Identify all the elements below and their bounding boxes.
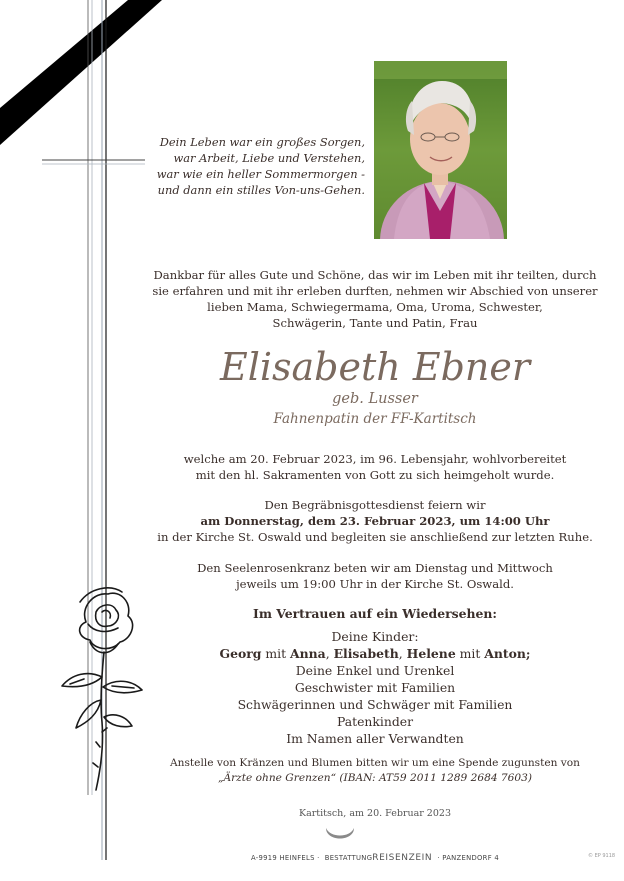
family-member: Deine Enkel und Urenkel <box>295 663 455 678</box>
portrait-photo <box>374 61 507 239</box>
rosary-line: jeweils um 19:00 Uhr in der Kirche St. Oswald. <box>236 577 514 591</box>
child-name: Helene <box>406 646 456 661</box>
child-sep: mit <box>455 646 485 661</box>
intro-line: Dankbar für alles Gute und Schöne, das wir im Leben mit ihr teilten, durch <box>153 268 597 282</box>
intro-text <box>150 267 600 331</box>
children-label: Deine Kinder: <box>331 629 419 644</box>
death-info-line: mit den hl. Sakramenten von Gott zu sich heimgeholt wurde. <box>195 468 555 482</box>
child-name: Georg <box>219 646 262 661</box>
child-name: Elisabeth <box>333 646 399 661</box>
funeral-line: Den Begräbnisgottesdienst feiern wir <box>264 498 486 512</box>
poem-line: Dein Leben war ein großes Sorgen, <box>159 135 365 149</box>
print-code: © EP 9118 <box>588 853 616 859</box>
poem-line: war Arbeit, Liebe und Verstehen, <box>173 151 365 165</box>
family-member: Im Namen aller Verwandten <box>286 731 464 746</box>
rose-illustration <box>50 582 160 792</box>
deceased-name: Elisabeth Ebner <box>219 345 531 389</box>
family-list <box>150 605 600 747</box>
deceased-role: Fahnenpatin der FF-Kartitsch <box>273 411 477 427</box>
funeral-info <box>150 497 600 545</box>
child-name: Anton; <box>484 646 531 661</box>
poem-line: war wie ein heller Sommermorgen - <box>156 167 365 181</box>
rosary-info <box>150 560 600 592</box>
footer-address-left: A-9919 HEINFELS · <box>251 854 320 862</box>
footer <box>150 845 600 864</box>
funeral-line: in der Kirche St. Oswald und begleiten sie anschließend zur letzten Ruhe. <box>157 530 593 544</box>
intro-line: lieben Mama, Schwiegermama, Oma, Uroma, Schwester, <box>207 300 543 314</box>
intro-line: sie erfahren und mit ihr erleben durften, nehmen wir Abschied von unserer <box>152 284 598 298</box>
death-info <box>150 451 600 483</box>
child-sep: , <box>325 646 334 661</box>
funeral-date: am Donnerstag, dem 23. Februar 2023, um 14:00 Uhr <box>200 514 550 528</box>
death-info-line: welche am 20. Februar 2023, im 96. Lebensjahr, wohlvorbereitet <box>183 452 567 466</box>
family-member: Schwägerinnen und Schwäger mit Familien <box>237 697 513 712</box>
donation-line: Anstelle von Kränzen und Blumen bitten wir um eine Spende zugunsten von <box>170 757 580 769</box>
children-names <box>150 645 600 662</box>
rosary-line: Den Seelenrosenkranz beten wir am Dienstag und Mittwoch <box>197 561 553 575</box>
family-member: Patenkinder <box>336 714 414 729</box>
donation-line: „Ärzte ohne Grenzen“ (IBAN: AT59 2011 1289 2684 7603) <box>217 772 533 784</box>
family-heading: Im Vertrauen auf ein Wiedersehen: <box>253 606 497 621</box>
footer-prefix: BESTATTUNG <box>324 854 373 862</box>
poem-line: und dann ein stilles Von-uns-Gehen. <box>157 183 365 197</box>
family-member: Geschwister mit Familien <box>294 680 456 695</box>
footer-address-right: · PANZENDORF 4 <box>437 854 499 862</box>
footer-brand: REISENZEIN <box>372 853 433 863</box>
child-sep: mit <box>261 646 291 661</box>
birth-name: geb. Lusser <box>332 391 418 407</box>
place-date: Kartitsch, am 20. Februar 2023 <box>299 808 451 819</box>
intro-line: Schwägerin, Tante und Patin, Frau <box>272 316 478 330</box>
child-sep: , <box>398 646 407 661</box>
poem <box>150 134 365 198</box>
donation-note <box>150 756 600 786</box>
child-name: Anna <box>290 646 326 661</box>
